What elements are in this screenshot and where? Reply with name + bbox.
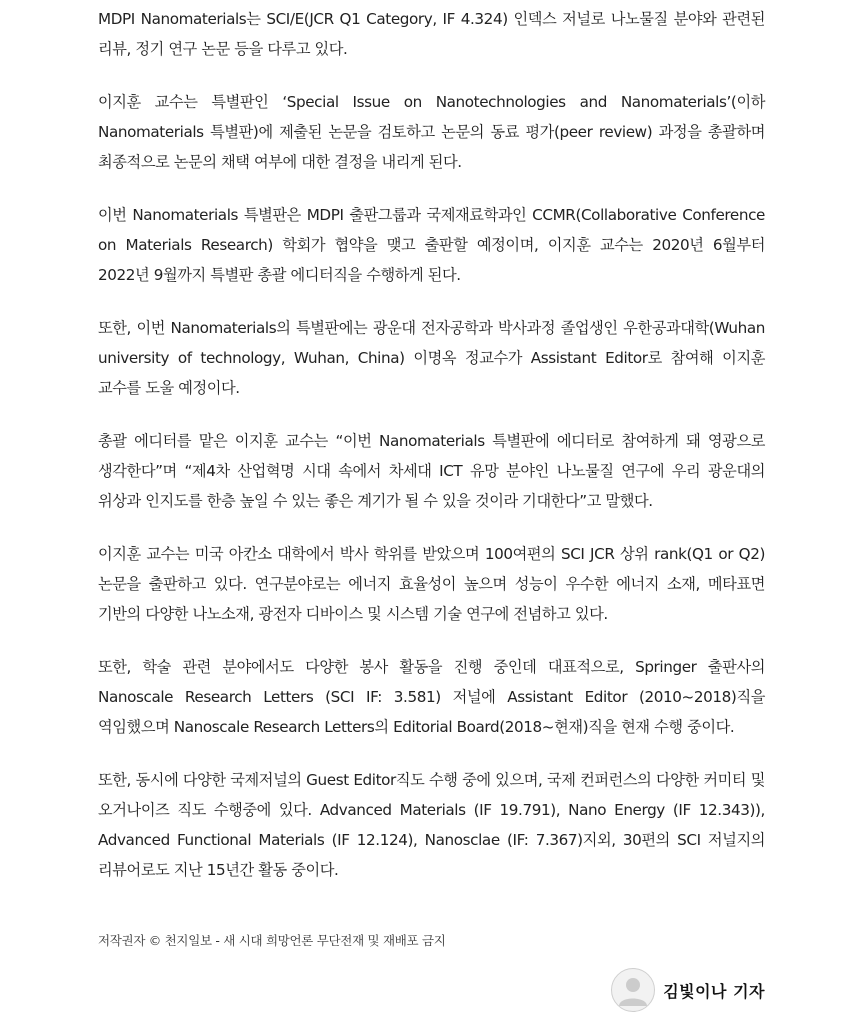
reporter-byline[interactable]	[611, 968, 765, 1012]
user-avatar-icon[interactable]	[611, 968, 655, 1012]
article-paragraph-4: 또한, 이번 Nanomaterials의 특별판에는 광운대 전자공학과 박사과정 졸업생인 우한공과대학(Wuhan university of technology, Wuhan, China) 이명옥 정교수가 Assistant Editor로 참여해 이지훈 교수를 도울 예정이다.	[98, 319, 765, 397]
article-body	[98, 4, 765, 908]
article-paragraph-2: 이지훈 교수는 특별판인 ‘Special Issue on Nanotechnologies and Nanomaterials’(이하 Nanomaterials 특별판)에 제출된 논문을 검토하고 논문의 동료 평가(peer review) 과정을 총괄하며 최종적으로 논문의 채택 여부에 대한 결정을 내리게 된다.	[98, 93, 765, 171]
article-paragraph-5: 총괄 에디터를 맡은 이지훈 교수는 “이번 Nanomaterials 특별판에 에디터로 참여하게 돼 영광으로 생각한다”며 “제4차 산업혁명 시대 속에서 차세대 ICT 유망 분야인 나노물질 연구에 우리 광운대의 위상과 인지도를 한층 높일 수 있는 좋은 계기가 될 수 있을 것이라 기대한다”고 말했다.	[98, 432, 765, 510]
article-paragraph-6: 이지훈 교수는 미국 아칸소 대학에서 박사 학위를 받았으며 100여편의 SCI JCR 상위 rank(Q1 or Q2) 논문을 출판하고 있다. 연구분야로는 에너지 효율성이 높으며 성능이 우수한 에너지 소재, 메타표면 기반의 다양한 나노소재, 광전자 디바이스 및 시스템 기술 연구에 전념하고 있다.	[98, 545, 765, 623]
article-paragraph-8: 또한, 동시에 다양한 국제저널의 Guest Editor직도 수행 중에 있으며, 국제 컨퍼런스의 다양한 커미티 및 오거나이즈 직도 수행중에 있다. Advanced Materials (IF 19.791), Nano Energy (IF 12.343)), Advanced Functional Materials (IF 12.124), Nanosclae (IF: 7.367)지외, 30편의 SCI 저널지의 리뷰어로도 지난 15년간 활동 중이다.	[98, 771, 765, 879]
article-paragraph-3: 이번 Nanomaterials 특별판은 MDPI 출판그룹과 국제재료학과인 CCMR(Collaborative Conference on Materials Research) 학회가 협약을 맺고 출판할 예정이며, 이지훈 교수는 2020년 6월부터 2022년 9월까지 특별판 총괄 에디터직을 수행하게 된다.	[98, 206, 765, 284]
copyright-notice: 저작권자 © 천지일보 - 새 시대 희망언론 무단전재 및 재배포 금지	[98, 933, 446, 948]
reporter-name[interactable]: 김빛이나 기자	[663, 981, 765, 1001]
article-paragraph-7: 또한, 학술 관련 분야에서도 다양한 봉사 활동을 진행 중인데 대표적으로, Springer 출판사의 Nanoscale Research Letters (SCI IF: 3.581) 저널에 Assistant Editor (2010~2018)직을 역임했으며 Nanoscale Research Letters의 Editorial Board(2018~현재)직을 현재 수행 중이다.	[98, 658, 765, 736]
article-paragraph-1: MDPI Nanomaterials는 SCI/E(JCR Q1 Category, IF 4.324) 인덱스 저널로 나노물질 분야와 관련된 리뷰, 정기 연구 논문 등을 다루고 있다.	[98, 10, 765, 58]
